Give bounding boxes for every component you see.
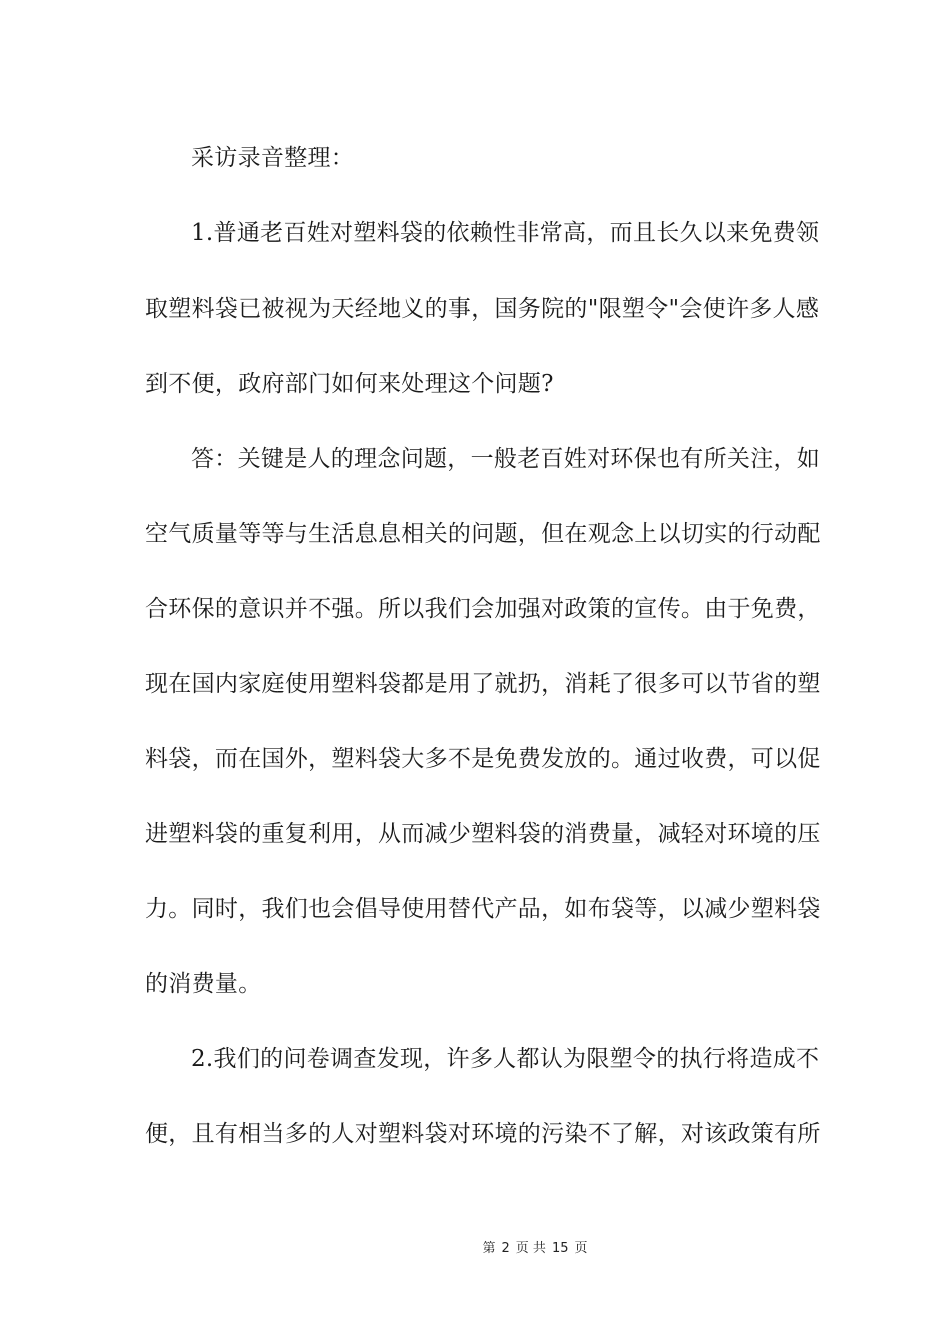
page-label-suffix: 页	[574, 1241, 588, 1256]
current-page-number: 2	[501, 1241, 510, 1256]
answer-1-line: 的消费量。	[145, 971, 262, 997]
question-2-line: 2.我们的问卷调查发现，许多人都认为限塑令的执行将造成不	[191, 1046, 820, 1072]
question-1-line: 取塑料袋已被视为天经地义的事，国务院的"限塑令"会使许多人感	[145, 296, 820, 322]
answer-1-line: 力。同时，我们也会倡导使用替代产品，如布袋等，以减少塑料袋	[145, 896, 821, 922]
answer-1-line: 现在国内家庭使用塑料袋都是用了就扔，消耗了很多可以节省的塑	[145, 671, 821, 697]
page-footer	[0, 1237, 950, 1256]
answer-1-line: 合环保的意识并不强。所以我们会加强对政策的宣传。由于免费，	[145, 596, 821, 622]
question-2-line: 便，且有相当多的人对塑料袋对环境的污染不了解，对该政策有所	[145, 1121, 821, 1147]
page-label-mid: 页 共	[515, 1241, 546, 1256]
answer-1-line: 答：关键是人的理念问题，一般老百姓对环保也有所关注，如	[191, 446, 821, 472]
page-label-prefix: 第	[482, 1241, 496, 1256]
question-1-line: 到不便，政府部门如何来处理这个问题?	[145, 371, 554, 397]
total-pages-number: 15	[551, 1241, 569, 1256]
answer-1-line: 空气质量等等与生活息息相关的问题，但在观念上以切实的行动配	[145, 521, 821, 547]
section-heading: 采访录音整理：	[191, 145, 355, 171]
answer-1-line: 进塑料袋的重复利用，从而减少塑料袋的消费量，减轻对环境的压	[145, 821, 821, 847]
answer-1-line: 料袋，而在国外，塑料袋大多不是免费发放的。通过收费，可以促	[145, 746, 821, 772]
question-1-line: 1.普通老百姓对塑料袋的依赖性非常高，而且长久以来免费领	[191, 220, 820, 246]
